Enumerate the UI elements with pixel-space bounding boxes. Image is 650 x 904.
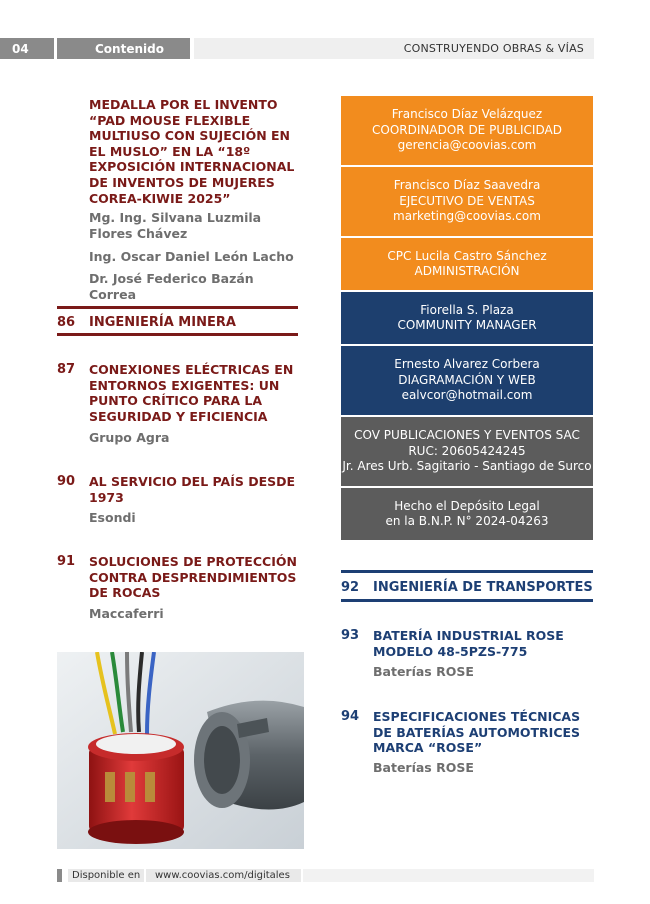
article-number: 91 bbox=[57, 554, 76, 569]
page-number: 04 bbox=[0, 38, 54, 59]
article-title[interactable]: AL SERVICIO DEL PAÍS DESDE 1973 bbox=[89, 474, 296, 505]
staff-role: COMMUNITY MANAGER bbox=[397, 318, 537, 332]
feature-author: Mg. Ing. Silvana Luzmila Flores Chávez bbox=[89, 210, 262, 241]
staff-box-administration bbox=[341, 238, 593, 290]
staff-name: Francisco Díaz Saavedra bbox=[393, 178, 541, 193]
feature-author: Ing. Oscar Daniel León Lacho bbox=[89, 249, 294, 264]
section-rule-top bbox=[57, 306, 298, 309]
magazine-name: CONSTRUYENDO OBRAS & VÍAS bbox=[194, 38, 594, 59]
product-photo bbox=[57, 652, 304, 849]
section-rule-bottom bbox=[57, 333, 298, 336]
staff-role: DIAGRAMACIÓN Y WEB bbox=[398, 372, 536, 387]
section-title-mining[interactable]: INGENIERÍA MINERA bbox=[89, 315, 236, 330]
section-number: 86 bbox=[57, 315, 76, 330]
article-title[interactable]: CONEXIONES ELÉCTRICAS EN ENTORNOS EXIGENTES: UN PUNTO CRÍTICO PARA LA SEGURIDAD Y EFICIENCIA bbox=[89, 362, 294, 424]
article-author: Maccaferri bbox=[89, 606, 164, 621]
article-number: 94 bbox=[341, 709, 360, 724]
article-author: Baterías ROSE bbox=[373, 664, 474, 679]
footer-marker bbox=[57, 869, 62, 882]
section-label: Contenido bbox=[57, 38, 190, 59]
section-rule-bottom bbox=[341, 599, 593, 602]
footer-rule bbox=[303, 869, 594, 882]
staff-box-design bbox=[341, 346, 593, 415]
staff-box-advertising bbox=[341, 96, 593, 165]
article-number: 93 bbox=[341, 628, 360, 643]
section-title-transport[interactable]: INGENIERÍA DE TRANSPORTES bbox=[373, 580, 593, 595]
staff-name: Ernesto Alvarez Corbera bbox=[394, 357, 540, 372]
staff-box-publisher bbox=[341, 417, 593, 486]
publisher-ruc: RUC: 20605424245 bbox=[408, 443, 526, 458]
article-title[interactable]: BATERÍA INDUSTRIAL ROSE MODELO 48-5PZS-775 bbox=[373, 628, 564, 659]
legal-line: Hecho el Depósito Legal bbox=[394, 498, 540, 513]
publisher-address: Jr. Ares Urb. Sagitario - Santiago de Surco bbox=[342, 459, 592, 474]
section-rule-top bbox=[341, 570, 593, 573]
article-title[interactable]: SOLUCIONES DE PROTECCIÓN CONTRA DESPRENDIMIENTOS DE ROCAS bbox=[89, 554, 297, 601]
article-author: Grupo Agra bbox=[89, 430, 170, 445]
article-title[interactable]: ESPECIFICACIONES TÉCNICAS DE BATERÍAS AUTOMOTRICES MARCA “ROSE” bbox=[373, 709, 581, 756]
legal-line: en la B.N.P. N° 2024-04263 bbox=[385, 514, 549, 528]
article-number: 90 bbox=[57, 474, 76, 489]
article-number: 87 bbox=[57, 362, 76, 377]
footer-url-link[interactable]: www.coovias.com/digitales bbox=[146, 869, 301, 882]
staff-name: Francisco Díaz Velázquez bbox=[391, 107, 543, 122]
feature-title[interactable]: MEDALLA POR EL INVENTO “PAD MOUSE FLEXIBLE MULTIUSO CON SUJECIÓN EN EL MUSLO” EN LA “18º EXPOSICIÓN INTERNACIONAL DE INVENTOS DE MUJERES COREA-KIWIE 2025” bbox=[89, 97, 295, 206]
staff-role: COORDINADOR DE PUBLICIDAD bbox=[372, 122, 562, 137]
article-author: Esondi bbox=[89, 510, 136, 525]
staff-name: CPC Lucila Castro Sánchez bbox=[387, 248, 547, 263]
staff-role: ADMINISTRACIÓN bbox=[414, 264, 520, 278]
staff-role: EJECUTIVO DE VENTAS bbox=[399, 193, 535, 208]
staff-box-community bbox=[341, 292, 593, 344]
footer-label: Disponible en bbox=[68, 869, 144, 882]
staff-box-sales bbox=[341, 167, 593, 236]
article-author: Baterías ROSE bbox=[373, 760, 474, 775]
connector-illustration bbox=[57, 652, 304, 849]
section-number: 92 bbox=[341, 580, 360, 595]
staff-email[interactable]: gerencia@coovias.com bbox=[397, 138, 537, 153]
staff-email[interactable]: marketing@coovias.com bbox=[393, 209, 541, 224]
feature-author: Dr. José Federico Bazán Correa bbox=[89, 271, 254, 302]
staff-email[interactable]: ealvcor@hotmail.com bbox=[401, 388, 533, 403]
staff-name: Fiorella S. Plaza bbox=[420, 302, 514, 317]
publisher-name: COV PUBLICACIONES Y EVENTOS SAC bbox=[354, 428, 580, 443]
staff-box-legal-deposit bbox=[341, 488, 593, 540]
